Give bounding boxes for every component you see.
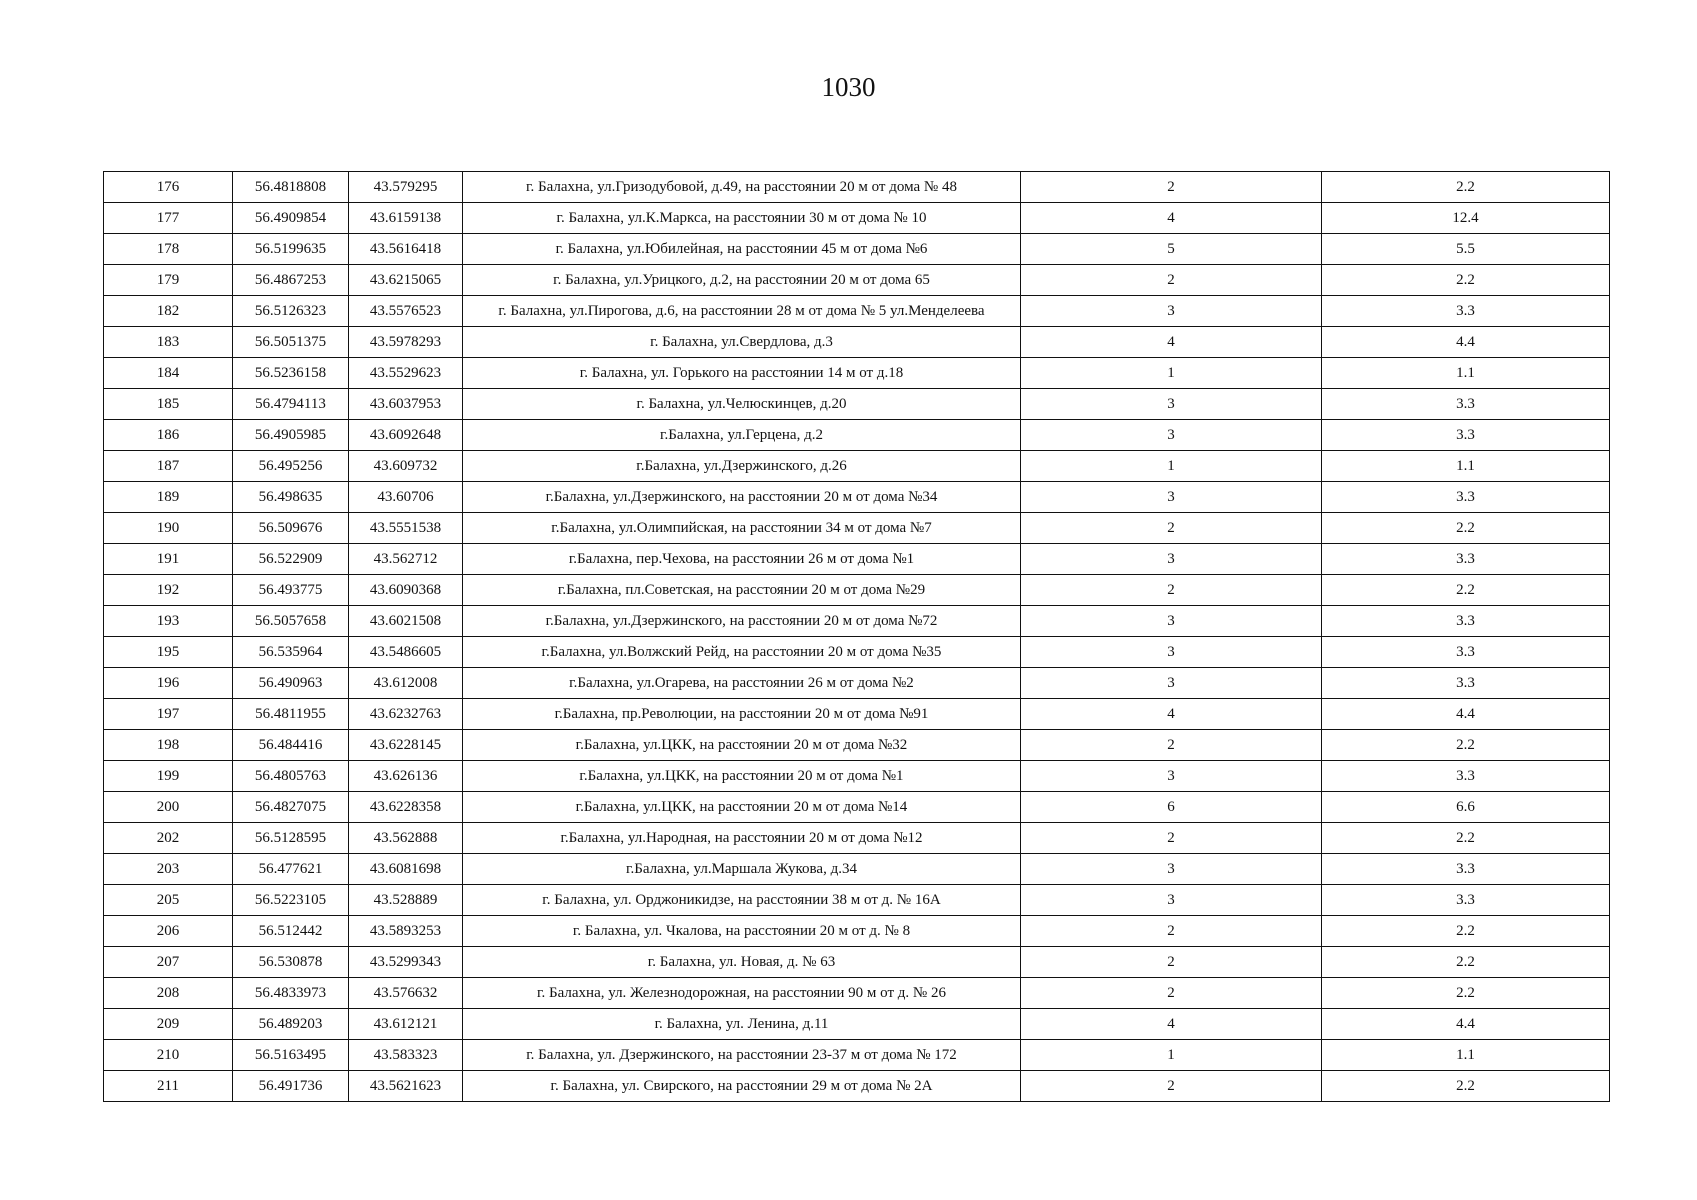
volume-cell: 2.2 [1322, 575, 1610, 606]
row-number-cell: 208 [104, 978, 233, 1009]
table-row [104, 761, 1610, 792]
latitude-cell: 56.4818808 [233, 172, 349, 203]
volume-cell: 2.2 [1322, 513, 1610, 544]
longitude-cell: 43.5616418 [349, 234, 463, 265]
longitude-cell: 43.5551538 [349, 513, 463, 544]
address-cell: г.Балахна, ул.Народная, на расстоянии 20 м от дома №12 [463, 823, 1021, 854]
container-count-cell: 1 [1021, 451, 1322, 482]
table-row [104, 1071, 1610, 1102]
latitude-cell: 56.4794113 [233, 389, 349, 420]
longitude-cell: 43.576632 [349, 978, 463, 1009]
container-count-cell: 3 [1021, 544, 1322, 575]
volume-cell: 2.2 [1322, 265, 1610, 296]
volume-cell: 6.6 [1322, 792, 1610, 823]
latitude-cell: 56.4867253 [233, 265, 349, 296]
table-row [104, 172, 1610, 203]
latitude-cell: 56.4905985 [233, 420, 349, 451]
container-count-cell: 6 [1021, 792, 1322, 823]
longitude-cell: 43.6228358 [349, 792, 463, 823]
row-number-cell: 186 [104, 420, 233, 451]
address-cell: г.Балахна, ул.Олимпийская, на расстоянии 34 м от дома №7 [463, 513, 1021, 544]
longitude-cell: 43.626136 [349, 761, 463, 792]
address-cell: г.Балахна, пр.Революции, на расстоянии 20 м от дома №91 [463, 699, 1021, 730]
volume-cell: 2.2 [1322, 978, 1610, 1009]
table-row [104, 1040, 1610, 1071]
table-row [104, 668, 1610, 699]
address-cell: г. Балахна, ул. Свирского, на расстоянии 29 м от дома № 2А [463, 1071, 1021, 1102]
container-count-cell: 3 [1021, 854, 1322, 885]
volume-cell: 3.3 [1322, 761, 1610, 792]
latitude-cell: 56.4827075 [233, 792, 349, 823]
longitude-cell: 43.5621623 [349, 1071, 463, 1102]
container-sites-table [103, 171, 1610, 1102]
address-cell: г.Балахна, пл.Советская, на расстоянии 20 м от дома №29 [463, 575, 1021, 606]
address-cell: г. Балахна, ул. Дзержинского, на расстоянии 23-37 м от дома № 172 [463, 1040, 1021, 1071]
table-row [104, 358, 1610, 389]
address-cell: г. Балахна, ул.Челюскинцев, д.20 [463, 389, 1021, 420]
longitude-cell: 43.5893253 [349, 916, 463, 947]
address-cell: г. Балахна, ул. Ленина, д.11 [463, 1009, 1021, 1040]
volume-cell: 3.3 [1322, 668, 1610, 699]
table-row [104, 451, 1610, 482]
longitude-cell: 43.5299343 [349, 947, 463, 978]
container-count-cell: 3 [1021, 885, 1322, 916]
volume-cell: 3.3 [1322, 296, 1610, 327]
container-count-cell: 1 [1021, 1040, 1322, 1071]
row-number-cell: 193 [104, 606, 233, 637]
row-number-cell: 209 [104, 1009, 233, 1040]
longitude-cell: 43.528889 [349, 885, 463, 916]
table-row [104, 544, 1610, 575]
volume-cell: 3.3 [1322, 482, 1610, 513]
container-count-cell: 1 [1021, 358, 1322, 389]
container-count-cell: 3 [1021, 420, 1322, 451]
container-count-cell: 3 [1021, 482, 1322, 513]
row-number-cell: 198 [104, 730, 233, 761]
container-count-cell: 4 [1021, 1009, 1322, 1040]
container-count-cell: 2 [1021, 265, 1322, 296]
container-count-cell: 3 [1021, 389, 1322, 420]
longitude-cell: 43.6228145 [349, 730, 463, 761]
volume-cell: 2.2 [1322, 823, 1610, 854]
container-count-cell: 3 [1021, 606, 1322, 637]
row-number-cell: 200 [104, 792, 233, 823]
container-count-cell: 3 [1021, 637, 1322, 668]
latitude-cell: 56.5126323 [233, 296, 349, 327]
longitude-cell: 43.6090368 [349, 575, 463, 606]
address-cell: г. Балахна, ул.Свердлова, д.3 [463, 327, 1021, 358]
row-number-cell: 187 [104, 451, 233, 482]
latitude-cell: 56.477621 [233, 854, 349, 885]
latitude-cell: 56.498635 [233, 482, 349, 513]
latitude-cell: 56.5057658 [233, 606, 349, 637]
latitude-cell: 56.5051375 [233, 327, 349, 358]
longitude-cell: 43.60706 [349, 482, 463, 513]
table-row [104, 823, 1610, 854]
table-row [104, 296, 1610, 327]
container-count-cell: 3 [1021, 668, 1322, 699]
latitude-cell: 56.491736 [233, 1071, 349, 1102]
latitude-cell: 56.4909854 [233, 203, 349, 234]
row-number-cell: 205 [104, 885, 233, 916]
container-count-cell: 2 [1021, 575, 1322, 606]
longitude-cell: 43.6159138 [349, 203, 463, 234]
row-number-cell: 210 [104, 1040, 233, 1071]
latitude-cell: 56.5223105 [233, 885, 349, 916]
latitude-cell: 56.4811955 [233, 699, 349, 730]
latitude-cell: 56.522909 [233, 544, 349, 575]
latitude-cell: 56.4805763 [233, 761, 349, 792]
row-number-cell: 207 [104, 947, 233, 978]
row-number-cell: 191 [104, 544, 233, 575]
container-count-cell: 2 [1021, 978, 1322, 1009]
longitude-cell: 43.5486605 [349, 637, 463, 668]
row-number-cell: 203 [104, 854, 233, 885]
address-cell: г. Балахна, ул. Железнодорожная, на расстоянии 90 м от д. № 26 [463, 978, 1021, 1009]
volume-cell: 3.3 [1322, 637, 1610, 668]
address-cell: г. Балахна, ул.Гризодубовой, д.49, на расстоянии 20 м от дома № 48 [463, 172, 1021, 203]
row-number-cell: 184 [104, 358, 233, 389]
volume-cell: 3.3 [1322, 606, 1610, 637]
address-cell: г.Балахна, ул.Маршала Жукова, д.34 [463, 854, 1021, 885]
volume-cell: 12.4 [1322, 203, 1610, 234]
page-number: 1030 [821, 72, 876, 102]
row-number-cell: 189 [104, 482, 233, 513]
container-count-cell: 3 [1021, 296, 1322, 327]
latitude-cell: 56.490963 [233, 668, 349, 699]
volume-cell: 3.3 [1322, 544, 1610, 575]
table-row [104, 482, 1610, 513]
volume-cell: 3.3 [1322, 389, 1610, 420]
address-cell: г.Балахна, ул.Дзержинского, на расстоянии 20 м от дома №34 [463, 482, 1021, 513]
table-row [104, 916, 1610, 947]
volume-cell: 2.2 [1322, 172, 1610, 203]
latitude-cell: 56.484416 [233, 730, 349, 761]
row-number-cell: 192 [104, 575, 233, 606]
row-number-cell: 185 [104, 389, 233, 420]
volume-cell: 4.4 [1322, 1009, 1610, 1040]
table-row [104, 203, 1610, 234]
row-number-cell: 177 [104, 203, 233, 234]
volume-cell: 5.5 [1322, 234, 1610, 265]
table-row [104, 513, 1610, 544]
table-row [104, 1009, 1610, 1040]
table-row [104, 420, 1610, 451]
table-row [104, 978, 1610, 1009]
address-cell: г.Балахна, ул.ЦКК, на расстоянии 20 м от дома №1 [463, 761, 1021, 792]
latitude-cell: 56.5236158 [233, 358, 349, 389]
container-count-cell: 2 [1021, 823, 1322, 854]
table-row [104, 606, 1610, 637]
row-number-cell: 196 [104, 668, 233, 699]
volume-cell: 3.3 [1322, 885, 1610, 916]
volume-cell: 1.1 [1322, 1040, 1610, 1071]
address-cell: г.Балахна, ул.ЦКК, на расстоянии 20 м от дома №14 [463, 792, 1021, 823]
longitude-cell: 43.562888 [349, 823, 463, 854]
longitude-cell: 43.5978293 [349, 327, 463, 358]
table-row [104, 327, 1610, 358]
table-row [104, 234, 1610, 265]
table-row [104, 265, 1610, 296]
latitude-cell: 56.495256 [233, 451, 349, 482]
container-count-cell: 4 [1021, 327, 1322, 358]
table-row [104, 637, 1610, 668]
row-number-cell: 211 [104, 1071, 233, 1102]
container-count-cell: 5 [1021, 234, 1322, 265]
table-container [103, 171, 1609, 1102]
address-cell: г.Балахна, пер.Чехова, на расстоянии 26 м от дома №1 [463, 544, 1021, 575]
latitude-cell: 56.535964 [233, 637, 349, 668]
longitude-cell: 43.612121 [349, 1009, 463, 1040]
volume-cell: 4.4 [1322, 699, 1610, 730]
volume-cell: 2.2 [1322, 1071, 1610, 1102]
address-cell: г.Балахна, ул.Дзержинского, д.26 [463, 451, 1021, 482]
longitude-cell: 43.562712 [349, 544, 463, 575]
longitude-cell: 43.6081698 [349, 854, 463, 885]
table-row [104, 854, 1610, 885]
longitude-cell: 43.609732 [349, 451, 463, 482]
container-count-cell: 3 [1021, 761, 1322, 792]
address-cell: г. Балахна, ул. Орджоникидзе, на расстоянии 38 м от д. № 16А [463, 885, 1021, 916]
latitude-cell: 56.4833973 [233, 978, 349, 1009]
address-cell: г.Балахна, ул.Дзержинского, на расстоянии 20 м от дома №72 [463, 606, 1021, 637]
longitude-cell: 43.6037953 [349, 389, 463, 420]
row-number-cell: 197 [104, 699, 233, 730]
table-row [104, 699, 1610, 730]
volume-cell: 1.1 [1322, 358, 1610, 389]
address-cell: г. Балахна, ул. Новая, д. № 63 [463, 947, 1021, 978]
address-cell: г. Балахна, ул. Чкалова, на расстоянии 20 м от д. № 8 [463, 916, 1021, 947]
latitude-cell: 56.530878 [233, 947, 349, 978]
row-number-cell: 179 [104, 265, 233, 296]
row-number-cell: 183 [104, 327, 233, 358]
volume-cell: 3.3 [1322, 420, 1610, 451]
latitude-cell: 56.489203 [233, 1009, 349, 1040]
longitude-cell: 43.583323 [349, 1040, 463, 1071]
table-row [104, 575, 1610, 606]
latitude-cell: 56.5128595 [233, 823, 349, 854]
container-count-cell: 2 [1021, 916, 1322, 947]
address-cell: г. Балахна, ул. Горького на расстоянии 14 м от д.18 [463, 358, 1021, 389]
container-count-cell: 4 [1021, 203, 1322, 234]
volume-cell: 2.2 [1322, 916, 1610, 947]
table-row [104, 947, 1610, 978]
volume-cell: 1.1 [1322, 451, 1610, 482]
address-cell: г.Балахна, ул.Огарева, на расстоянии 26 м от дома №2 [463, 668, 1021, 699]
address-cell: г. Балахна, ул.Пирогова, д.6, на расстоянии 28 м от дома № 5 ул.Менделеева [463, 296, 1021, 327]
address-cell: г. Балахна, ул.К.Маркса, на расстоянии 30 м от дома № 10 [463, 203, 1021, 234]
container-count-cell: 2 [1021, 172, 1322, 203]
latitude-cell: 56.493775 [233, 575, 349, 606]
row-number-cell: 206 [104, 916, 233, 947]
longitude-cell: 43.5576523 [349, 296, 463, 327]
table-row [104, 792, 1610, 823]
container-count-cell: 2 [1021, 947, 1322, 978]
row-number-cell: 190 [104, 513, 233, 544]
longitude-cell: 43.6215065 [349, 265, 463, 296]
address-cell: г.Балахна, ул.ЦКК, на расстоянии 20 м от дома №32 [463, 730, 1021, 761]
table-row [104, 885, 1610, 916]
container-count-cell: 2 [1021, 513, 1322, 544]
latitude-cell: 56.5163495 [233, 1040, 349, 1071]
longitude-cell: 43.6232763 [349, 699, 463, 730]
row-number-cell: 178 [104, 234, 233, 265]
address-cell: г. Балахна, ул.Юбилейная, на расстоянии 45 м от дома №6 [463, 234, 1021, 265]
table-row [104, 389, 1610, 420]
latitude-cell: 56.5199635 [233, 234, 349, 265]
table-body [104, 172, 1610, 1102]
volume-cell: 4.4 [1322, 327, 1610, 358]
longitude-cell: 43.579295 [349, 172, 463, 203]
longitude-cell: 43.6021508 [349, 606, 463, 637]
container-count-cell: 2 [1021, 730, 1322, 761]
address-cell: г.Балахна, ул.Волжский Рейд, на расстоянии 20 м от дома №35 [463, 637, 1021, 668]
latitude-cell: 56.512442 [233, 916, 349, 947]
latitude-cell: 56.509676 [233, 513, 349, 544]
row-number-cell: 199 [104, 761, 233, 792]
container-count-cell: 2 [1021, 1071, 1322, 1102]
volume-cell: 3.3 [1322, 854, 1610, 885]
container-count-cell: 4 [1021, 699, 1322, 730]
volume-cell: 2.2 [1322, 947, 1610, 978]
row-number-cell: 176 [104, 172, 233, 203]
row-number-cell: 202 [104, 823, 233, 854]
table-row [104, 730, 1610, 761]
address-cell: г.Балахна, ул.Герцена, д.2 [463, 420, 1021, 451]
row-number-cell: 182 [104, 296, 233, 327]
row-number-cell: 195 [104, 637, 233, 668]
longitude-cell: 43.612008 [349, 668, 463, 699]
longitude-cell: 43.5529623 [349, 358, 463, 389]
longitude-cell: 43.6092648 [349, 420, 463, 451]
volume-cell: 2.2 [1322, 730, 1610, 761]
address-cell: г. Балахна, ул.Урицкого, д.2, на расстоянии 20 м от дома 65 [463, 265, 1021, 296]
